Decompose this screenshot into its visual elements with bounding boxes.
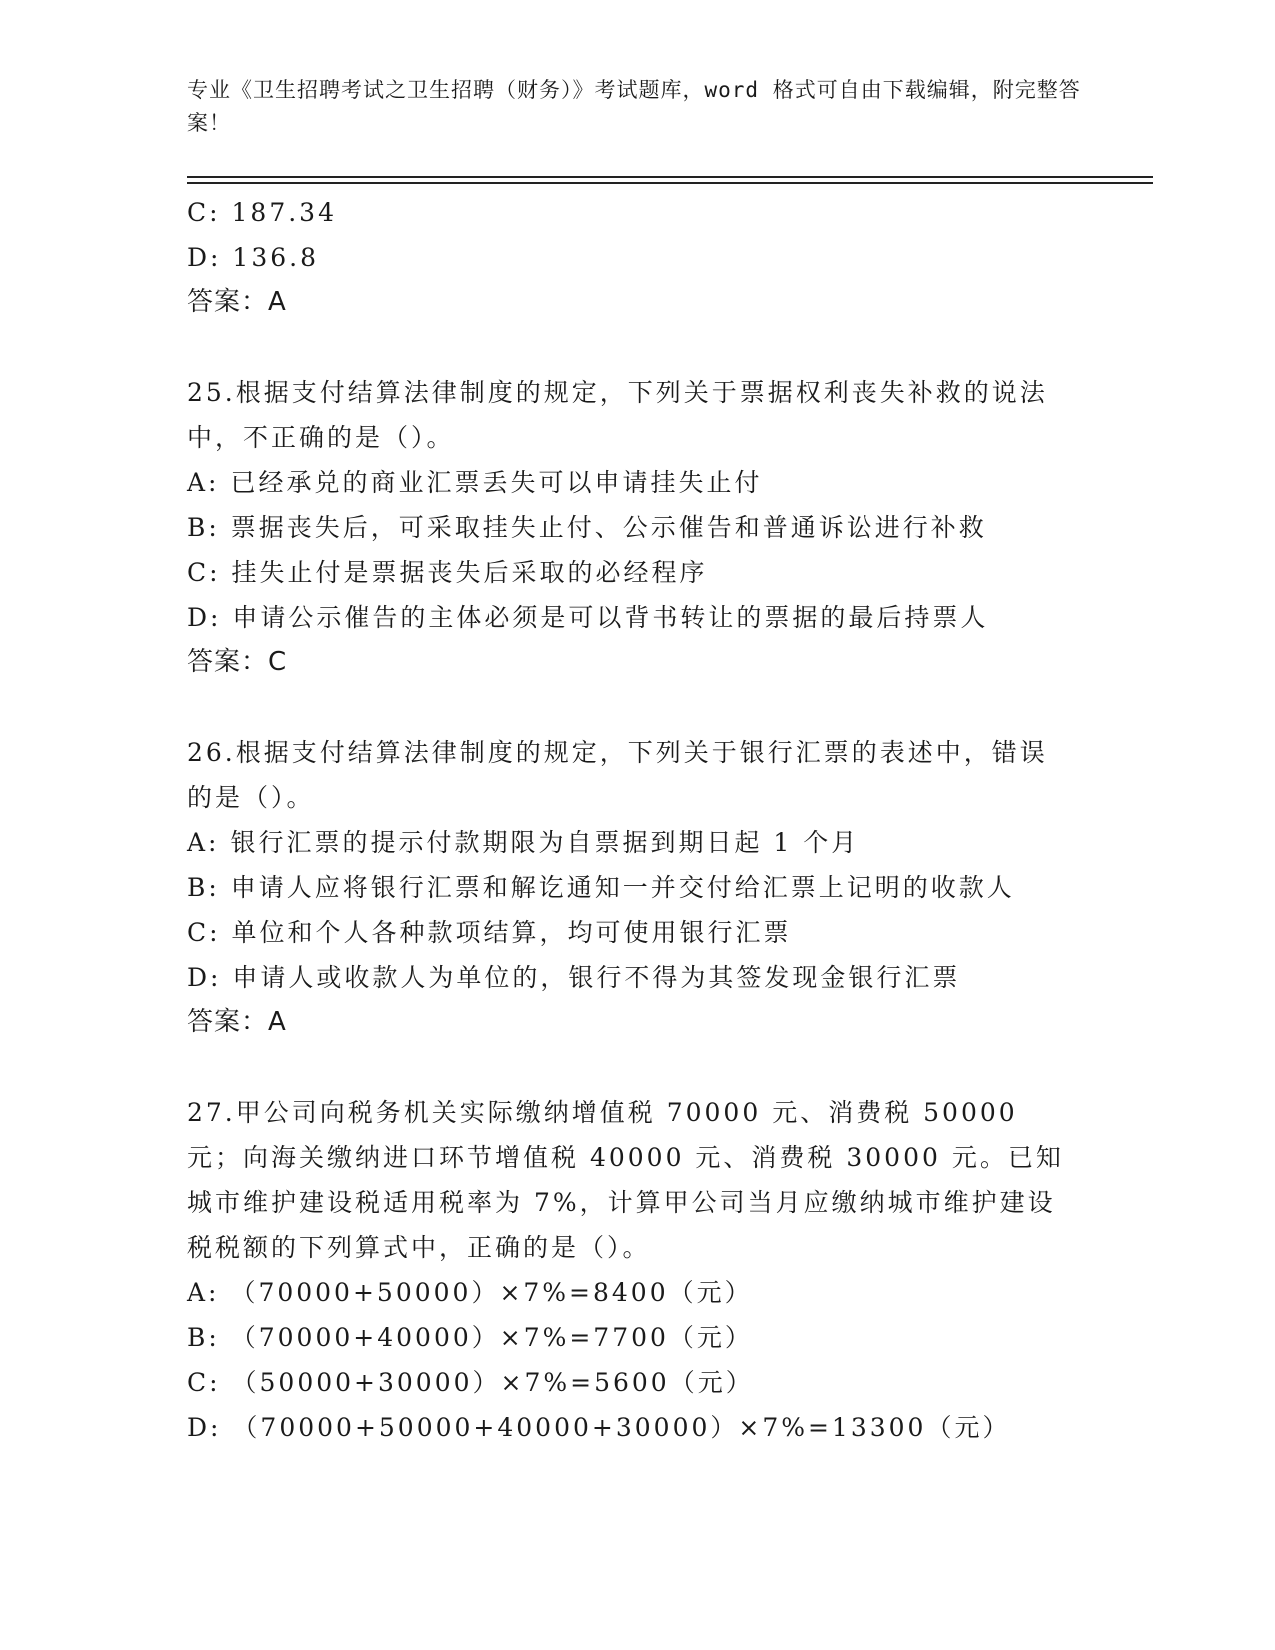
question-text: 甲公司向税务机关实际缴纳增值税 70000 元、消费税 50000 元；向海关缴纳进口环节增值税 40000 元、消费税 30000 元。已知城市维护建设税适用税率为 7%，计算甲公司当月应缴纳城市维护建设税税额的下列算式中，正确的是（）。 xyxy=(187,1098,1064,1262)
question-27 xyxy=(187,1090,1087,1450)
answer-line: 答案：C xyxy=(187,647,288,677)
question-number: 25. xyxy=(187,378,236,407)
page-header xyxy=(187,74,1087,140)
question-stem xyxy=(187,730,1067,820)
option-c: C: 挂失止付是票据丧失后采取的必经程序 xyxy=(187,558,708,587)
question-text: 根据支付结算法律制度的规定，下列关于票据权利丧失补救的说法中，不正确的是（）。 xyxy=(187,378,1048,452)
option-c: C: 187.34 xyxy=(187,198,337,227)
option-d: D: 申请公示催告的主体必须是可以背书转让的票据的最后持票人 xyxy=(187,603,989,632)
option-b: B: 申请人应将银行汇票和解讫通知一并交付给汇票上记明的收款人 xyxy=(187,873,1015,902)
option-d: D: （70000+50000+40000+30000）×7%=13300（元） xyxy=(187,1413,1011,1442)
prev-question-block xyxy=(187,190,1087,325)
option-c: C: 单位和个人各种款项结算，均可使用银行汇票 xyxy=(187,918,792,947)
option-d: D: 申请人或收款人为单位的，银行不得为其签发现金银行汇票 xyxy=(187,963,961,992)
question-stem xyxy=(187,370,1067,460)
option-a: A: （70000+50000）×7%=8400（元） xyxy=(187,1278,753,1307)
header-divider-bottom xyxy=(187,182,1153,184)
option-d: D: 136.8 xyxy=(187,243,319,272)
option-c: C: （50000+30000）×7%=5600（元） xyxy=(187,1368,754,1397)
answer-line: 答案：A xyxy=(187,1007,287,1037)
option-a: A: 银行汇票的提示付款期限为自票据到期日起 1 个月 xyxy=(187,828,860,857)
option-a: A: 已经承兑的商业汇票丢失可以申请挂失止付 xyxy=(187,468,763,497)
question-content xyxy=(187,190,1087,1450)
question-text: 根据支付结算法律制度的规定，下列关于银行汇票的表述中，错误的是（）。 xyxy=(187,738,1048,812)
question-25 xyxy=(187,370,1087,685)
question-stem xyxy=(187,1090,1067,1270)
question-number: 27. xyxy=(187,1098,236,1127)
header-text: 专业《卫生招聘考试之卫生招聘（财务）》考试题库，word 格式可自由下载编辑，附完整答案！ xyxy=(187,78,1081,135)
option-b: B: （70000+40000）×7%=7700（元） xyxy=(187,1323,753,1352)
option-b: B: 票据丧失后，可采取挂失止付、公示催告和普通诉讼进行补救 xyxy=(187,513,987,542)
header-divider-top xyxy=(187,176,1153,178)
question-26 xyxy=(187,730,1087,1045)
question-number: 26. xyxy=(187,738,236,767)
answer-line: 答案：A xyxy=(187,287,287,317)
